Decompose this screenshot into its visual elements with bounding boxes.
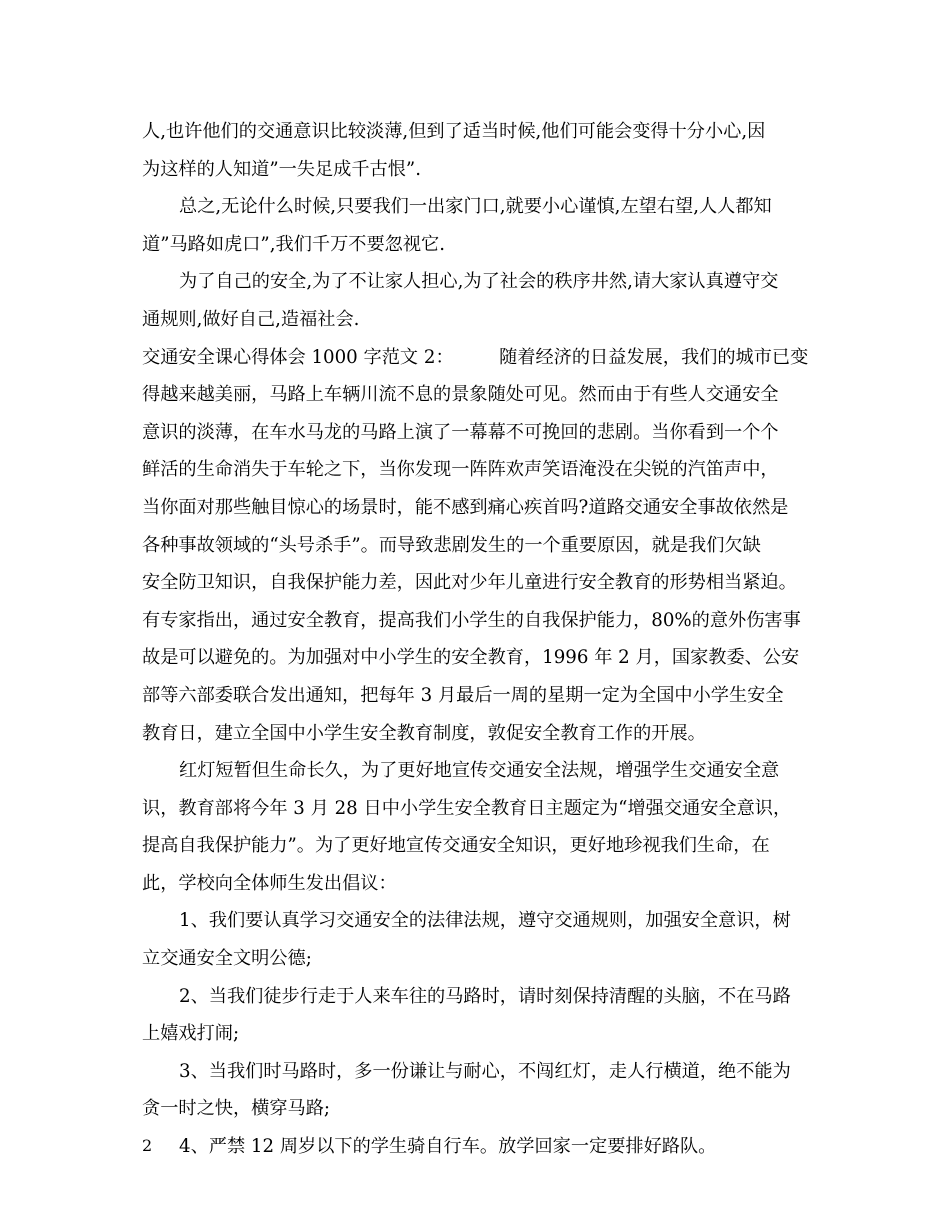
text-line: 得越来越美丽，马路上车辆川流不息的景象随处可见。然而由于有些人交通安全 [142,384,779,406]
text-line: 交通安全课心得体会 1000 字范文 2： 随着经济的日益发展，我们的城市已变 [142,346,809,368]
text-line: 总之,无论什么时候,只要我们一出家门口,就要小心谨慎,左望右望,人人都知 [179,196,772,218]
text-line: 红灯短暂但生命长久，为了更好地宣传交通安全法规，增强学生交通安全意 [179,760,780,782]
text-line: 人,也许他们的交通意识比较淡薄,但到了适当时候,他们可能会变得十分小心,因 [142,121,766,142]
text-line: 通规则,做好自己,造福社会. [142,308,360,330]
text-line: 此，学校向全体师生发出倡议： [142,872,397,894]
text-line: 2、当我们徒步行走于人来车往的马路时，请时刻保持清醒的头脑，不在马路 [179,985,791,1007]
text-line: 为这样的人知道”一失足成千古恨”. [142,158,422,180]
text-line: 故是可以避免的。为加强对中小学生的安全教育，1996 年 2 月，国家教委、公安 [142,647,800,669]
text-line: 鲜活的生命消失于车轮之下，当你发现一阵阵欢声笑语淹没在尖锐的汽笛声中， [142,459,779,481]
body-text [142,113,814,1166]
text-line: 提高自我保护能力”。为了更好地宣传交通安全知识，更好地珍视我们生命，在 [142,835,770,857]
text-line: 立交通安全文明公德; [142,948,312,970]
text-line: 当你面对那些触目惊心的场景时，能不感到痛心疾首吗?道路交通安全事故依然是 [142,496,789,518]
text-line: 意识的淡薄，在车水马龙的马路上演了一幕幕不可挽回的悲剧。当你看到一个个 [142,421,779,443]
text-line: 有专家指出，通过安全教育，提高我们小学生的自我保护能力，80%的意外伤害事 [142,609,801,631]
text-line: 部等六部委联合发出通知，把每年 3 月最后一周的星期一定为全国中小学生安全 [142,684,784,706]
text-line: 道”马路如虎口”,我们千万不要忽视它. [142,233,445,255]
text-line: 上嬉戏打闹; [142,1023,240,1045]
text-line: 1、我们要认真学习交通安全的法律法规，遵守交通规则，加强安全意识，树 [179,910,791,932]
text-line: 贪一时之快，横穿马路; [142,1098,331,1120]
text-line: 4、严禁 12 周岁以下的学生骑自行车。放学回家一定要排好路队。 [179,1136,717,1158]
text-line: 识，教育部将今年 3 月 28 日中小学生安全教育日主题定为“增强交通安全意识， [142,797,792,819]
text-line: 安全防卫知识，自我保护能力差，因此对少年儿童进行安全教育的形势相当紧迫。 [142,572,797,594]
text-line: 为了自己的安全,为了不让家人担心,为了社会的秩序井然,请大家认真遵守交 [179,271,779,293]
text-line: 3、当我们时马路时，多一份谦让与耐心，不闯红灯，走人行横道，绝不能为 [179,1060,791,1082]
page-number: 2 [142,1136,153,1155]
text-line: 教育日，建立全国中小学生安全教育制度，敦促安全教育工作的开展。 [142,722,706,744]
text-line: 各种事故领域的“头号杀手”。而导致悲剧发生的一个重要原因，就是我们欠缺 [142,534,761,556]
